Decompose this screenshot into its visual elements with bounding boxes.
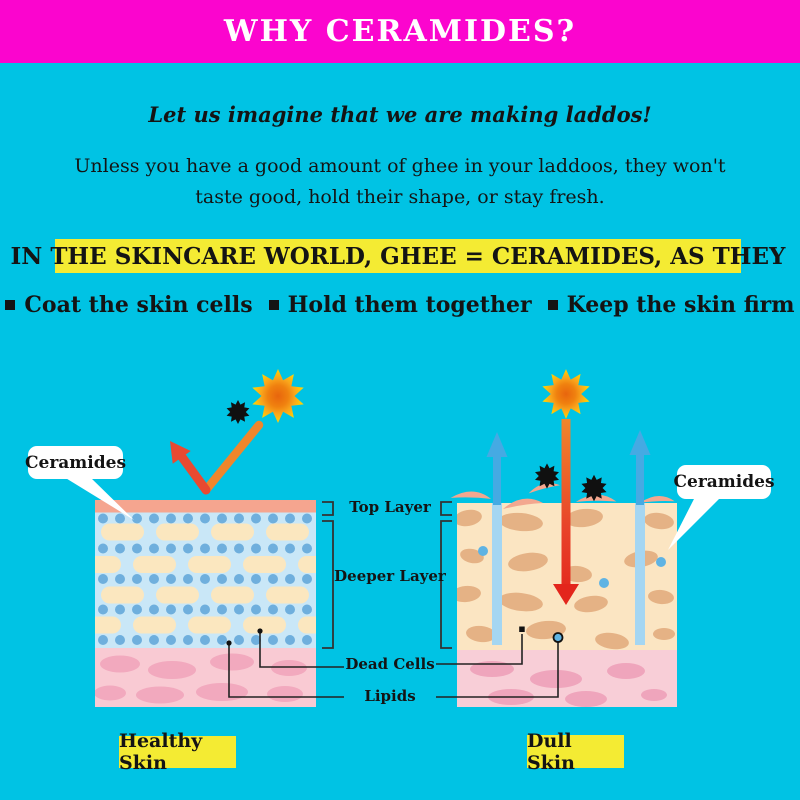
reflected-uv-arrow-icon	[170, 425, 259, 490]
highlight-banner: IN THE SKINCARE WORLD, GHEE = CERAMIDES, AS THEY	[55, 239, 741, 273]
uv-particle-icon	[227, 400, 250, 424]
healthy-skin-block	[78, 500, 341, 707]
ceramides-callout-healthy: Ceramides	[28, 446, 123, 479]
dull-skin-caption: Dull Skin	[527, 735, 624, 768]
healthy-skin-caption: Healthy Skin	[119, 736, 236, 768]
top-layer-label: Top Layer	[349, 498, 431, 516]
page-title: WHY CERAMIDES?	[223, 14, 577, 49]
benefit-label: Coat the skin cells	[24, 292, 253, 318]
tagline-text: Let us imagine that we are making laddos!	[148, 102, 652, 127]
lipids-label: Lipids	[364, 687, 416, 705]
intro-line-1: Unless you have a good amount of ghee in your laddoos, they won't	[74, 155, 726, 177]
dead-cells-label: Dead Cells	[345, 655, 435, 673]
benefit-label: Hold them together	[287, 292, 532, 318]
ceramides-callout-dull: Ceramides	[677, 465, 771, 499]
deeper-layer-label: Deeper Layer	[334, 567, 446, 585]
sun-icon	[252, 369, 303, 423]
intro-line-2: taste good, hold their shape, or stay fresh.	[195, 186, 605, 208]
sun-icon	[542, 369, 589, 419]
benefit-label: Keep the skin firm	[566, 292, 795, 318]
